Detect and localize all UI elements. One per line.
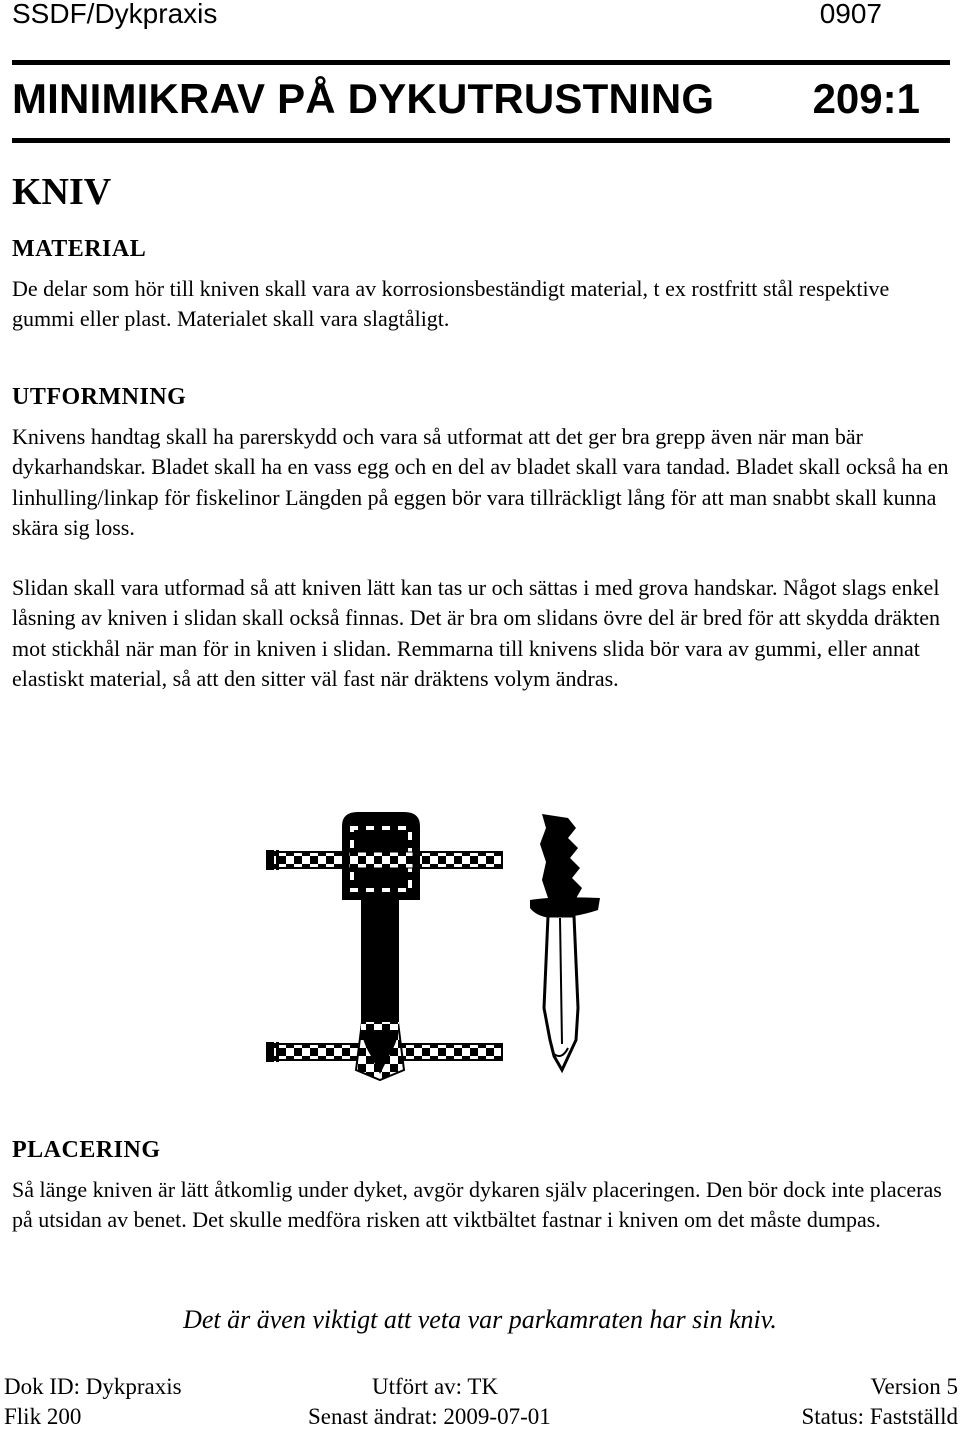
utformning-paragraph-2: Slidan skall vara utformad så att kniven lätt kan tas ur och sättas i med grova handskar. Något slags enkel låsning av kniven i slidan skall också finnas. Det är bra om slidans övre del är bred för att skydda dräkten mot stickhål när man för in kniven i slidan. Remmarna till knivens slida bör vara av gummi, eller annat elastiskt material, så att den sitter väl fast när dräktens volym ändras.: [12, 575, 941, 691]
utformning-paragraph-1: Knivens handtag skall ha parerskydd och vara så utformat att det ger bra grepp även när man bär dykarhandskar. Bladet skall ha en vass egg och en del av bladet skall vara tandad. Bladet skall också ha en linhulling/linkap för fiskelinor Längden på eggen bör vara tillräckligt lång för att man snabbt skall kunna skära sig loss.: [12, 424, 949, 540]
page-code: 209:1: [812, 75, 920, 122]
page-title: MINIMIKRAV PÅ DYKUTRUSTNING: [12, 75, 715, 122]
top-rule: [12, 60, 950, 65]
knife-illustration: [262, 808, 612, 1084]
footer-doc-id: Dok ID: Dykpraxis: [4, 1374, 182, 1399]
utformning-heading: UTFORMNING: [12, 384, 187, 410]
material-text: De delar som hör till kniven skall vara av korrosionsbeständigt material, t ex rostfritt stål respektive gummi eller plast. Materialet skall vara slagtåligt.: [12, 276, 890, 332]
footer-changed: Senast ändrat: 2009-07-01: [308, 1404, 551, 1429]
footer-tab: Flik 200: [4, 1404, 82, 1429]
title-rule: [12, 138, 950, 143]
section-heading: KNIV: [12, 171, 112, 213]
footer-status: Status: Fastställd: [801, 1404, 958, 1429]
header-org: SSDF/Dykpraxis: [12, 0, 218, 29]
footer-author: Utfört av: TK: [372, 1374, 499, 1399]
placering-heading: PLACERING: [12, 1137, 161, 1163]
header-number: 0907: [819, 0, 882, 29]
knife-icon: [530, 814, 600, 1070]
placering-text: Så länge kniven är lätt åtkomlig under dyket, avgör dykaren själv placeringen. Den bör dock inte placeras på utsidan av benet. Det skulle medföra risken att viktbältet fastnar i kniven om det måste dumpas.: [12, 1177, 942, 1233]
sheath-icon: [266, 812, 502, 1080]
closing-quote: Det är även viktigt att veta var parkamraten har sin kniv.: [183, 1305, 777, 1334]
footer-version: Version 5: [870, 1374, 958, 1399]
material-heading: MATERIAL: [12, 236, 147, 262]
